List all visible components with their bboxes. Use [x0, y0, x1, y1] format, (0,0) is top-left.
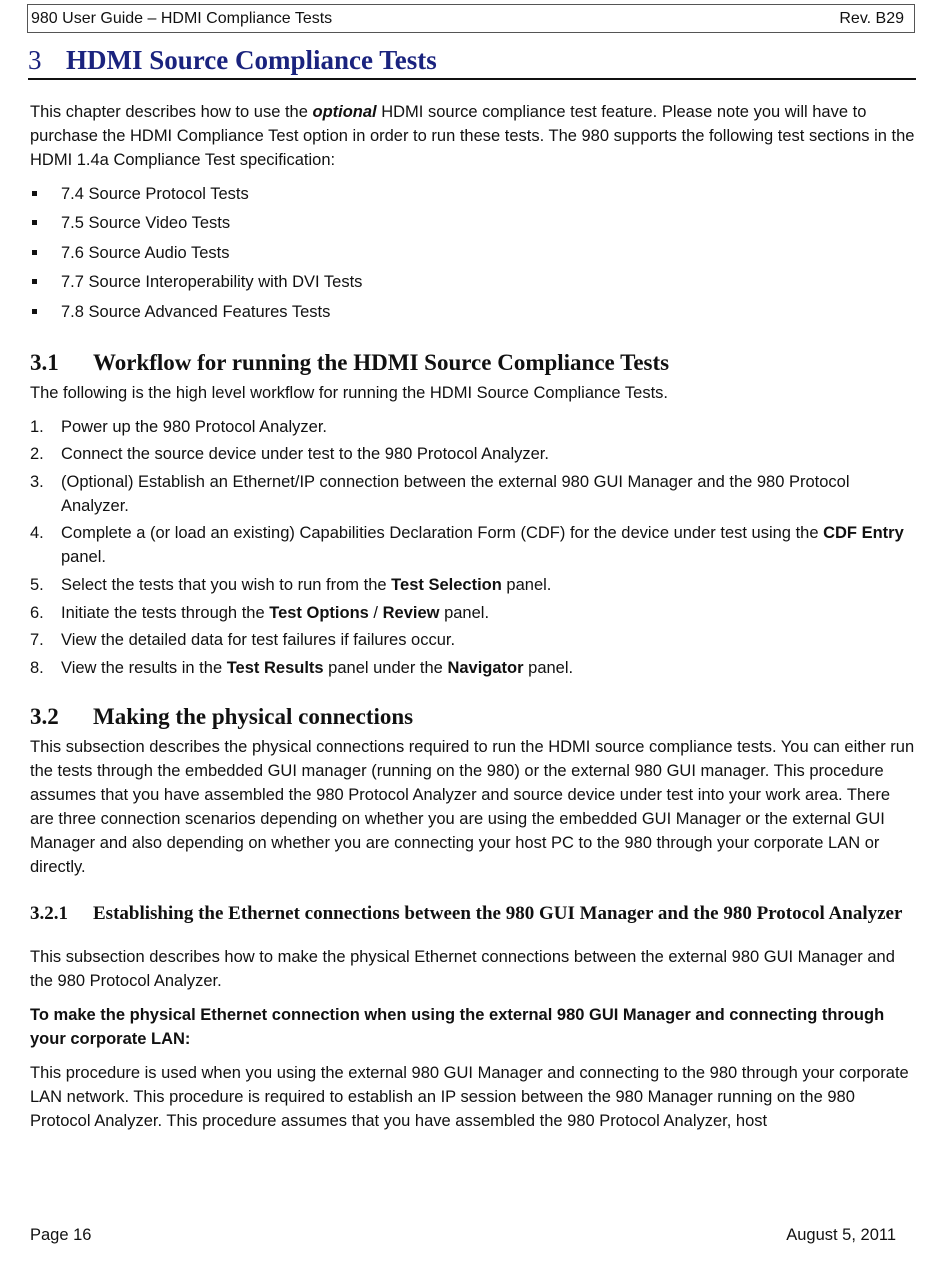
workflow-steps-list: [30, 415, 916, 680]
list-item-text: 7.4 Source Protocol Tests: [61, 185, 249, 203]
connections-paragraph: This subsection describes the physical connections required to run the HDMI source compliance tests. You can either run the tests through the embedded GUI manager (running on the 980) or the external 980 GUI manager. This procedure assumes that you have assembled the 980 Protocol Analyzer and source device under test into your work area. There are three connection scenarios depending on whether you are using the embedded GUI Manager or the external GUI Manager and also depending on whether you are connecting your host PC to the 980 through your corporate LAN or directly.: [30, 737, 915, 876]
step-bold-term: Test Results: [226, 658, 324, 677]
step-number: 6.: [30, 603, 44, 622]
section-number: 3.2: [30, 703, 59, 729]
list-item: [30, 470, 916, 518]
step-text: Power up the 980 Protocol Analyzer.: [61, 417, 327, 436]
list-item: [30, 211, 916, 235]
list-item: [30, 628, 916, 652]
step-number: 1.: [30, 417, 44, 436]
list-item: [30, 601, 916, 625]
intro-text-start: This chapter describes how to use the: [30, 103, 313, 121]
section-title: Workflow for running the HDMI Source Compliance Tests: [93, 349, 670, 375]
step-number: 7.: [30, 631, 44, 650]
chapter-heading: [28, 45, 916, 80]
step-text: View the detailed data for test failures if failures occur.: [61, 631, 456, 650]
step-number: 4.: [30, 524, 44, 543]
step-number: 2.: [30, 445, 44, 464]
workflow-lead: The following is the high level workflow for running the HDMI Source Compliance Tests.: [30, 383, 668, 402]
step-text: Complete a (or load an existing) Capabilities Declaration Form (CDF) for the device under test using the: [61, 524, 824, 543]
step-text: Connect the source device under test to the 980 Protocol Analyzer.: [61, 445, 549, 464]
step-bold-term: Test Selection: [391, 575, 502, 594]
list-item: [30, 182, 916, 206]
step-text: panel.: [439, 603, 490, 622]
list-item: [30, 656, 916, 680]
list-item: [30, 521, 916, 569]
footer-date: August 5, 2011: [786, 1226, 896, 1244]
bullet-square-icon: [32, 250, 37, 255]
header-revision: Rev. B29: [839, 9, 904, 27]
procedure-heading: To make the physical Ethernet connection when using the external 980 GUI Manager and connecting through your corporate LAN:: [30, 1005, 885, 1048]
test-sections-list: [30, 182, 916, 324]
header-title: 980 User Guide – HDMI Compliance Tests: [31, 9, 333, 27]
step-text: Initiate the tests through the: [61, 603, 270, 622]
intro-paragraph: [30, 100, 916, 172]
step-bold-term: Review: [382, 603, 440, 622]
step-text: panel.: [501, 575, 552, 594]
procedure-paragraph: This procedure is used when you using the external 980 GUI Manager and connecting to the 980 through your corporate LAN network. This procedure is required to establish an IP session between the 980 Manager running on the 980 Protocol Analyzer. This procedure assumes that you have assembled the 980 Protocol Analyzer, host: [30, 1063, 909, 1130]
bullet-square-icon: [32, 279, 37, 284]
chapter-number: 3: [28, 45, 42, 75]
section-number: 3.1: [30, 349, 59, 375]
section-number: 3.2.1: [30, 902, 68, 924]
step-text: View the results in the: [61, 658, 227, 677]
section-3-2-1-heading: [30, 903, 916, 925]
bullet-square-icon: [32, 220, 37, 225]
section-3-1-heading: [30, 348, 916, 378]
step-bold-term: CDF Entry: [823, 524, 904, 543]
step-number: 5.: [30, 575, 44, 594]
step-text: panel.: [523, 658, 574, 677]
step-text: (Optional) Establish an Ethernet/IP connection between the external 980 GUI Manager and the 980 Protocol Analyzer.: [61, 472, 850, 515]
list-item: [30, 270, 916, 294]
page-header: [27, 4, 915, 33]
section-3-2-heading: [30, 702, 916, 732]
list-item: [30, 442, 916, 466]
list-item-text: 7.8 Source Advanced Features Tests: [61, 302, 331, 321]
list-item-text: 7.6 Source Audio Tests: [61, 243, 230, 262]
page-content: [30, 45, 916, 1133]
list-item-text: 7.5 Source Video Tests: [61, 214, 231, 233]
step-number: 8.: [30, 658, 44, 677]
page-footer: [30, 1226, 896, 1245]
step-text: panel under the: [323, 658, 448, 677]
list-item: [30, 573, 916, 597]
section-title: Establishing the Ethernet connections between the 980 GUI Manager and the 980 Protocol Analyzer: [93, 902, 903, 924]
bullet-square-icon: [32, 309, 37, 314]
step-bold-term: Test Options: [269, 603, 369, 622]
list-item-text: 7.7 Source Interoperability with DVI Tests: [61, 273, 363, 292]
step-bold-term: Navigator: [447, 658, 524, 677]
list-item: [30, 241, 916, 265]
step-number: 3.: [30, 472, 44, 491]
page-number: Page 16: [30, 1226, 92, 1244]
chapter-title: HDMI Source Compliance Tests: [66, 45, 437, 75]
section-title: Making the physical connections: [93, 703, 414, 729]
list-item: [30, 415, 916, 439]
intro-emphasis: optional: [312, 103, 377, 121]
list-item: [30, 300, 916, 324]
step-text: /: [368, 603, 383, 622]
bullet-square-icon: [32, 191, 37, 196]
step-text: Select the tests that you wish to run from the: [61, 575, 392, 594]
step-text: panel.: [61, 548, 106, 567]
ethernet-paragraph: This subsection describes how to make the physical Ethernet connections between the external 980 GUI Manager and the 980 Protocol Analyzer.: [30, 947, 895, 990]
intro-text-end: HDMI source compliance test feature. Please note you will have to purchase the HDMI Compliance Test option in order to run these tests. The 980 supports the following test sections in the HDMI 1.4a Compliance Test specification:: [30, 103, 915, 169]
